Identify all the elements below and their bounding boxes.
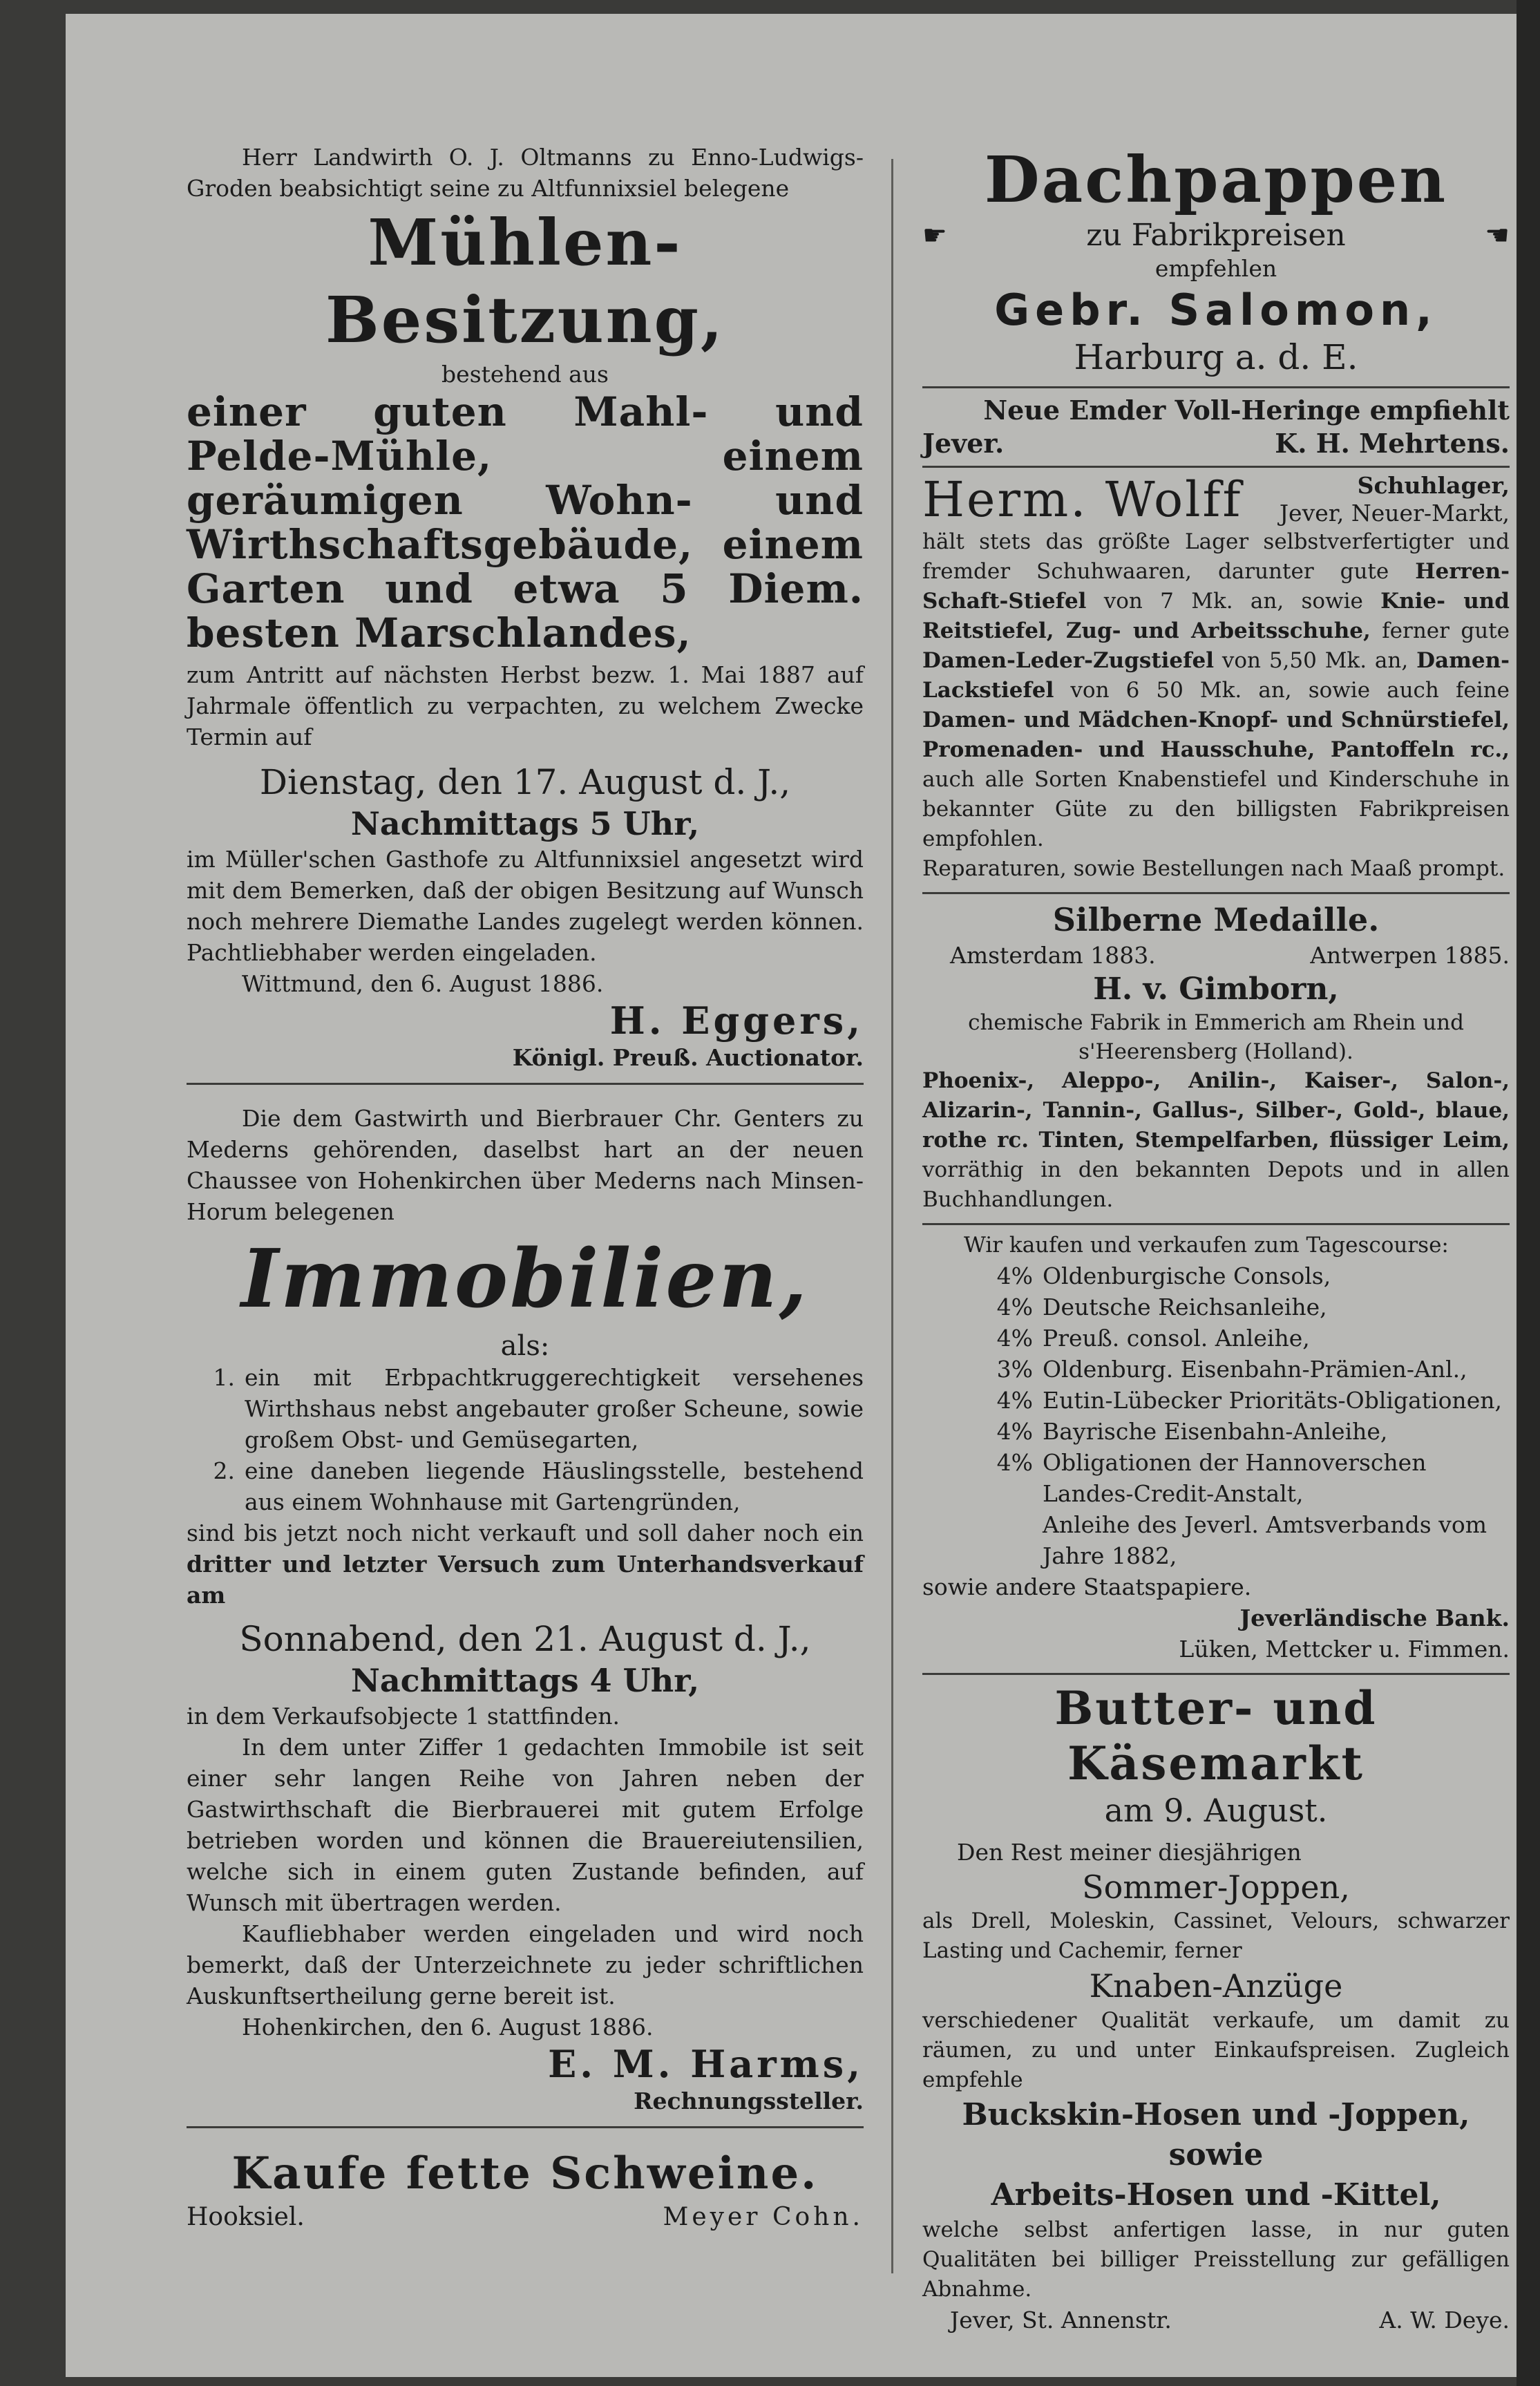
ad-separator bbox=[922, 466, 1510, 468]
ad-signer: H. Eggers, bbox=[609, 998, 864, 1043]
sale-place: in dem Verkaufsobjecte 1 stattfinden. bbox=[187, 1703, 620, 1730]
ad-text: ferner gute bbox=[1382, 618, 1510, 643]
ad-text-a: sind bis jetzt noch nicht verkauft und soll daher noch ein bbox=[187, 1519, 864, 1546]
ad-text: von 7 Mk. an, sowie bbox=[1103, 589, 1363, 614]
bond-rate: 4% bbox=[996, 1262, 1033, 1289]
bond-name: Preuß. consol. Anleihe, bbox=[1043, 1325, 1310, 1352]
ad-place: Jever, St. Annenstr. bbox=[950, 2307, 1172, 2333]
ad-text: als Drell, Moleskin, Cassinet, Velours, schwarzer Lasting und Cachemir, ferner bbox=[922, 1909, 1510, 1963]
ad-date: am 9. August. bbox=[1104, 1792, 1328, 1829]
ad-intro: Die dem Gastwirth und Bierbrauer Chr. Genters zu Mederns gehörenden, daselbst hart an der neuen Chaussee von Hohenkirchen über Mederns nach Minsen-Horum belegenen bbox=[187, 1105, 864, 1225]
bond-name: Oldenburgische Consols, bbox=[1043, 1262, 1331, 1289]
ad-item: Sommer-Joppen, bbox=[1082, 1868, 1350, 1906]
ad-intro: Herr Landwirth O. J. Oltmanns zu Enno-Ludwigs-Groden beabsichtigt seine zu Altfunnixsiel belegene bbox=[187, 144, 864, 202]
ad-footer bbox=[922, 2304, 1510, 2336]
ad-dateline: Hohenkirchen, den 6. August 1886. bbox=[242, 2014, 654, 2041]
ad-bold: Damen-Lackstiefel bbox=[922, 648, 1510, 703]
bond-rate: 3% bbox=[996, 1356, 1033, 1383]
ad-text: auch alle Sorten Knabenstiefel und Kinderschuhe in bekannter Güte zu den billigsten Fabrikpreisen empfohlen. bbox=[922, 767, 1510, 851]
bond-name: Obligationen der Hannoverschen Landes-Credit-Anstalt, bbox=[1043, 1449, 1427, 1507]
ad-place: im Müller'schen Gasthofe zu Altfunnixsiel angesetzt wird mit dem Bemerken, daß der obigen Besitzung auf Wunsch noch mehrere Diemathe Landes zugelegt werden können. Pachtliebhaber werden eingeladen. bbox=[187, 846, 864, 966]
ad-separator bbox=[922, 1223, 1510, 1225]
ad-signer-title: Rechnungssteller. bbox=[634, 2087, 864, 2114]
ad-description: einer guten Mahl- und Pelde-Mühle, einem geräumigen Wohn- und Wirthschaftsgebäude, einem Garten und etwa 5 Diem. besten Marschlandes, bbox=[187, 388, 864, 656]
ad-als: als: bbox=[500, 1330, 550, 1362]
ad-paragraph: In dem unter Ziffer 1 gedachten Immobile ist seit einer sehr langen Reihe von Jahren neben der Gastwirthschaft die Bierbrauerei mit gutem Erfolge betrieben worden und können die Brauereiutensilien, welche sich in einem guten Zustande befinden, auf Wunsch mit übertragen werden. bbox=[187, 1734, 864, 1916]
ad-intro: Den Rest meiner diesjährigen bbox=[957, 1839, 1302, 1866]
ad-bold: Damen- und Mädchen-Knopf- und Schnürstiefel, Promenaden- und Hausschuhe, Pantoffeln rc., bbox=[922, 708, 1510, 762]
bond-row bbox=[922, 1416, 1510, 1447]
bond-row bbox=[922, 1323, 1510, 1354]
ad-wolff bbox=[922, 472, 1510, 884]
ad-city: Harburg a. d. E. bbox=[1074, 337, 1358, 377]
ad-text-bold: dritter und letzter Versuch zum Unterhandsverkauf am bbox=[187, 1551, 864, 1609]
book-spine bbox=[1517, 0, 1540, 2386]
ad-body bbox=[922, 527, 1510, 854]
ad-name: Herm. Wolff bbox=[922, 471, 1243, 528]
bond-name: Deutsche Reichsanleihe, bbox=[1043, 1294, 1327, 1320]
bond-row bbox=[922, 1509, 1510, 1571]
ad-cities bbox=[922, 940, 1510, 971]
ad-item: Arbeits-Hosen und -Kittel, bbox=[991, 2177, 1441, 2213]
ad-bold: Damen-Leder-Zugstiefel bbox=[922, 648, 1214, 673]
ad-signer: E. M. Harms, bbox=[548, 2042, 864, 2086]
ad-city: Amsterdam 1883. bbox=[950, 942, 1156, 969]
ad-title: Schuhlager, bbox=[1357, 472, 1510, 499]
ad-headline: Butter- und Käsemarkt bbox=[1054, 1681, 1378, 1790]
ad-headline: Immobilien, bbox=[241, 1232, 809, 1326]
ad-text: vorräthig in den bekannten Depots und in allen Buchhandlungen. bbox=[922, 1157, 1510, 1212]
bond-rate: 4% bbox=[996, 1387, 1033, 1414]
ad-bank bbox=[922, 1231, 1510, 1665]
ad-headline: Kaufe fette Schweine. bbox=[231, 2148, 819, 2199]
bond-name: Oldenburg. Eisenbahn-Prämien-Anl., bbox=[1043, 1356, 1467, 1383]
list-text: ein mit Erbpachtkruggerechtigkeit versehenes Wirthshaus nebst angebauter großer Scheune, sowie großem Obst- und Gemüsegarten, bbox=[245, 1364, 864, 1453]
ad-firm: Gebr. Salomon, bbox=[994, 285, 1438, 335]
bond-rate: 4% bbox=[996, 1294, 1033, 1320]
list-number: 1. bbox=[213, 1364, 235, 1391]
ad-separator bbox=[922, 386, 1510, 388]
ad-other: sowie andere Staatspapiere. bbox=[922, 1573, 1252, 1600]
ad-heringe bbox=[922, 394, 1510, 460]
ad-text: von 6 50 Mk. an, sowie auch feine bbox=[1070, 678, 1510, 703]
ad-dachpappen bbox=[922, 142, 1510, 378]
list-number: 2. bbox=[213, 1457, 235, 1484]
ad-butter bbox=[922, 1680, 1510, 2336]
ad-bold: Knie- und Reitstiefel, Zug- und Arbeitsschuhe, bbox=[922, 589, 1510, 643]
pointing-hand-right-icon: ☛ bbox=[922, 219, 947, 252]
ad-medal: Silberne Medaille. bbox=[1052, 901, 1380, 938]
ad-header bbox=[922, 472, 1510, 527]
ad-headline: Mühlen-Besitzung, bbox=[325, 205, 725, 357]
auction-date: Dienstag, den 17. August d. J., bbox=[259, 762, 791, 802]
ad-separator bbox=[922, 892, 1510, 894]
bond-rate: 4% bbox=[996, 1449, 1033, 1476]
ad-footer bbox=[187, 2202, 864, 2233]
ad-schweine bbox=[187, 2146, 864, 2233]
bond-name: Eutin-Lübecker Prioritäts-Obligationen, bbox=[1043, 1387, 1502, 1414]
ad-recommend: empfehlen bbox=[1154, 255, 1277, 282]
ad-bold: Herren-Schaft-Stiefel bbox=[922, 559, 1510, 614]
right-column bbox=[922, 142, 1510, 2336]
ad-products bbox=[922, 1066, 1510, 1215]
bond-rate bbox=[922, 1509, 1043, 1571]
ad-city: Antwerpen 1885. bbox=[1310, 942, 1510, 969]
ad-name: K. H. Mehrtens. bbox=[1275, 428, 1510, 459]
ad-signer-title: Königl. Preuß. Auctionator. bbox=[512, 1044, 864, 1071]
auction-time: Nachmittags 5 Uhr, bbox=[350, 805, 700, 842]
ad-firm: H. v. Gimborn, bbox=[1093, 972, 1339, 1007]
ad-paragraph: Kaufliebhaber werden eingeladen und wird noch bemerkt, daß der Unterzeichnete zu jeder schriftlichen Auskunftsertheilung gerne bereit ist. bbox=[187, 1920, 864, 2009]
ad-separator bbox=[187, 2126, 864, 2128]
bond-rate: 4% bbox=[996, 1418, 1033, 1445]
ad-muehle bbox=[187, 142, 864, 1073]
ad-place: Hooksiel. bbox=[187, 2203, 305, 2231]
ad-text: von 5,50 Mk. an, bbox=[1221, 648, 1409, 673]
ad-terms: zum Antritt auf nächsten Herbst bezw. 1. Mai 1887 auf Jahrmale öffentlich zu verpachten, zu welchem Zwecke Termin auf bbox=[187, 661, 864, 750]
pointing-hand-left-icon: ☚ bbox=[1485, 219, 1510, 252]
ad-text: welche selbst anfertigen lasse, in nur guten Qualitäten bei billiger Preisstellung zur gefälligen Abnahme. bbox=[922, 2217, 1510, 2302]
ad-bank-name: Jeverländische Bank. bbox=[1239, 1604, 1510, 1631]
ad-intro: Wir kaufen und verkaufen zum Tagescourse: bbox=[964, 1233, 1449, 1258]
ad-address: Jever, Neuer-Markt, bbox=[1279, 500, 1510, 527]
ad-item: Knaben-Anzüge bbox=[1089, 1967, 1343, 2005]
column-divider bbox=[891, 159, 893, 2273]
ad-immobilien bbox=[187, 1103, 864, 2117]
ad-separator bbox=[922, 1673, 1510, 1675]
ad-body-end: Reparaturen, sowie Bestellungen nach Maaß prompt. bbox=[922, 856, 1505, 881]
ad-line bbox=[922, 218, 1510, 253]
ad-desc: chemische Fabrik in Emmerich am Rhein und s'Heerensberg (Holland). bbox=[968, 1010, 1464, 1064]
ad-separator bbox=[187, 1083, 864, 1085]
bond-name: Bayrische Eisenbahn-Anleihe, bbox=[1043, 1418, 1388, 1445]
list-text: eine daneben liegende Häuslingsstelle, bestehend aus einem Wohnhause mit Gartengründen, bbox=[245, 1457, 864, 1515]
bond-row bbox=[922, 1354, 1510, 1385]
ad-text bbox=[187, 1517, 864, 1611]
bond-row bbox=[922, 1385, 1510, 1416]
ad-dateline: Wittmund, den 6. August 1886. bbox=[242, 970, 604, 997]
ad-subline: bestehend aus bbox=[441, 361, 609, 388]
sale-time: Nachmittags 4 Uhr, bbox=[350, 1662, 700, 1699]
bond-row bbox=[922, 1447, 1510, 1509]
ad-headline: Dachpappen bbox=[984, 142, 1448, 217]
left-column bbox=[187, 142, 864, 2233]
ad-text: hält stets das größte Lager selbstverfertigter und fremder Schuhwaaren, darunter gute bbox=[922, 529, 1510, 584]
ad-line-text: zu Fabrikpreisen bbox=[1086, 218, 1346, 253]
bond-rate: 4% bbox=[996, 1325, 1033, 1352]
bond-row bbox=[922, 1260, 1510, 1291]
ad-names: Lüken, Mettcker u. Fimmen. bbox=[1179, 1636, 1510, 1663]
sale-date: Sonnabend, den 21. August d. J., bbox=[239, 1619, 811, 1659]
ad-address-block bbox=[1280, 472, 1510, 527]
ad-name: A. W. Deye. bbox=[1379, 2307, 1510, 2333]
bond-row bbox=[922, 1291, 1510, 1323]
ad-name: Meyer Cohn. bbox=[663, 2203, 864, 2231]
ad-place: Jever. bbox=[922, 428, 1005, 459]
ad-footer bbox=[922, 427, 1510, 460]
list-item bbox=[187, 1362, 864, 1455]
ad-text: Neue Emder Voll-Heringe empfiehlt bbox=[983, 395, 1510, 426]
list-item bbox=[187, 1455, 864, 1517]
ad-item: Buckskin-Hosen und -Joppen, sowie bbox=[962, 2097, 1470, 2172]
ad-text: verschiedener Qualität verkaufe, um damit zu räumen, zu und unter Einkaufspreisen. Zugleich empfehle bbox=[922, 2008, 1510, 2092]
ad-bold: Phoenix-, Aleppo-, Anilin-, Kaiser-, Salon-, Alizarin-, Tannin-, Gallus-, Silber-, Gold-, blaue, rothe rc. Tinten, Stempelfarben, flüssiger Leim, bbox=[922, 1068, 1510, 1153]
bond-name: Anleihe des Jeverl. Amtsverbands vom Jahre 1882, bbox=[1043, 1511, 1487, 1569]
ad-gimborn bbox=[922, 900, 1510, 1215]
